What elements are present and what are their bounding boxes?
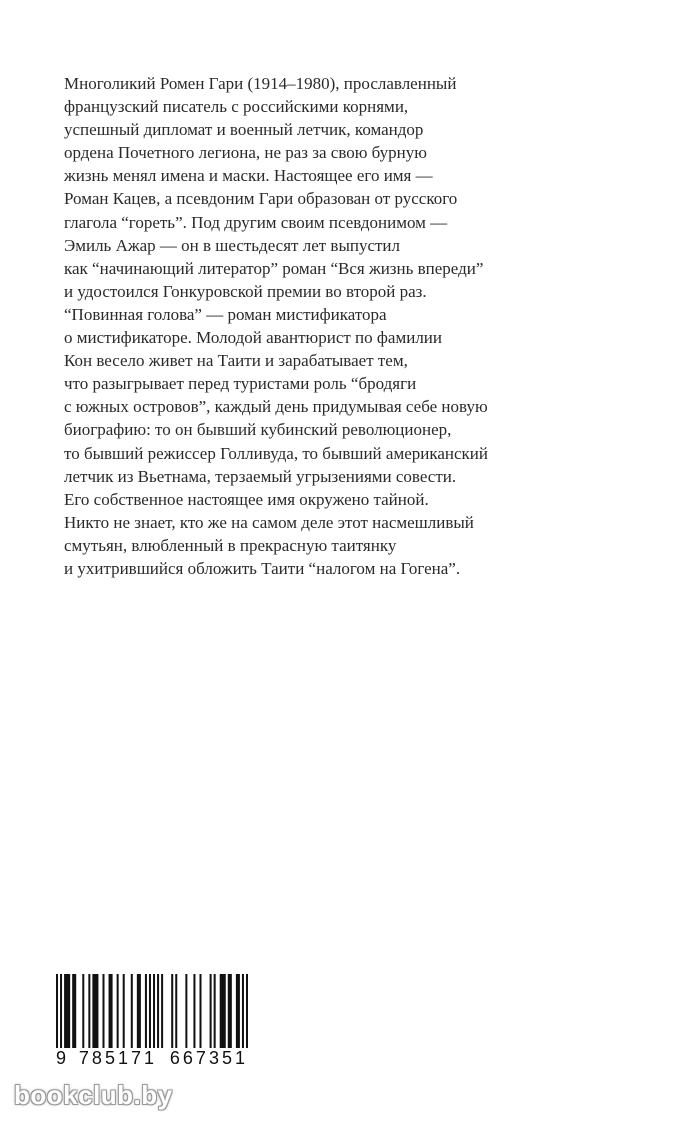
barcode-bar [185, 974, 187, 1050]
blurb-line: биографию: то он бывший кубинский революционер, [64, 420, 452, 440]
back-cover-blurb [64, 72, 624, 580]
blurb-line: Никто не знает, кто же на самом деле этот насмешливый [64, 512, 474, 532]
site-watermark: bookclub.by [14, 1080, 173, 1110]
barcode-bar [145, 974, 147, 1050]
isbn-right-group: 667351 [169, 1048, 248, 1068]
barcode-bar [123, 974, 125, 1050]
barcode-bar [109, 974, 113, 1050]
blurb-line: и удостоился Гонкуровской премии во второй раз. [64, 281, 427, 301]
blurb-line: смутьян, влюбленный в прекрасную таитянку [64, 535, 397, 555]
blurb-line: Его собственное настоящее имя окружено тайной. [64, 489, 429, 509]
barcode-bar [228, 974, 232, 1050]
barcode-bar [82, 974, 84, 1050]
blurb-line: как “начинающий литератор” роман “Вся жизнь впереди” [64, 258, 484, 278]
blurb-line: успешный дипломат и военный летчик, командор [64, 120, 424, 140]
isbn-barcode [56, 974, 248, 1084]
barcode-bar [64, 974, 70, 1050]
barcode-bar [131, 974, 133, 1050]
barcode-bar [157, 974, 159, 1050]
isbn-left-group: 785171 [78, 1048, 157, 1068]
barcode-bar [175, 974, 177, 1050]
blurb-line: то бывший режиссер Голливуда, то бывший американский [64, 443, 488, 463]
barcode-bar [199, 974, 201, 1050]
barcode-bar [88, 974, 90, 1050]
isbn-first-digit: 9 [56, 1048, 67, 1068]
barcode-bar [193, 974, 195, 1050]
barcode-bar [92, 974, 98, 1050]
blurb-line: о мистификаторе. Молодой авантюрист по фамилии [64, 328, 442, 348]
blurb-line: французский писатель с российскими корнями, [64, 97, 409, 117]
blurb-line: Эмиль Ажар — он в шестьдесят лет выпустил [64, 235, 401, 255]
blurb-line: что разыгрывает перед туристами роль “бродяги [64, 374, 417, 394]
blurb-line: жизнь менял имена и маски. Настоящее его имя — [64, 166, 433, 186]
blurb-line: и ухитрившийся обложить Таити “налогом на Гогена”. [64, 558, 461, 578]
barcode-bar [220, 974, 226, 1050]
barcode-bar [214, 974, 216, 1050]
barcode-bar [72, 974, 76, 1050]
isbn-number [56, 1048, 248, 1068]
blurb-line: летчик из Вьетнама, терзаемый угрызениями совести. [64, 466, 457, 486]
blurb-line: “Повинная голова” — роман мистификатора [64, 304, 387, 324]
barcode-bar [117, 974, 119, 1050]
blurb-line: глагола “гореть”. Под другим своим псевдонимом — [64, 212, 448, 232]
blurb-line: с южных островов”, каждый день придумывая себе новую [64, 397, 488, 417]
blurb-line: ордена Почетного легиона, не раз за свою бурную [64, 143, 427, 163]
blurb-line: Многоликий Ромен Гари (1914–1980), прославленный [64, 74, 457, 93]
barcode-bar [161, 974, 163, 1050]
blurb-line: Роман Кацев, а псевдоним Гари образован от русского [64, 189, 458, 209]
blurb-line: Кон весело живет на Таити и зарабатывает тем, [64, 351, 408, 371]
barcode-bar [137, 974, 141, 1050]
barcode-bar [210, 974, 212, 1050]
barcode-bar [102, 974, 104, 1050]
barcode-bar [236, 974, 240, 1050]
barcode-bar [171, 974, 173, 1050]
